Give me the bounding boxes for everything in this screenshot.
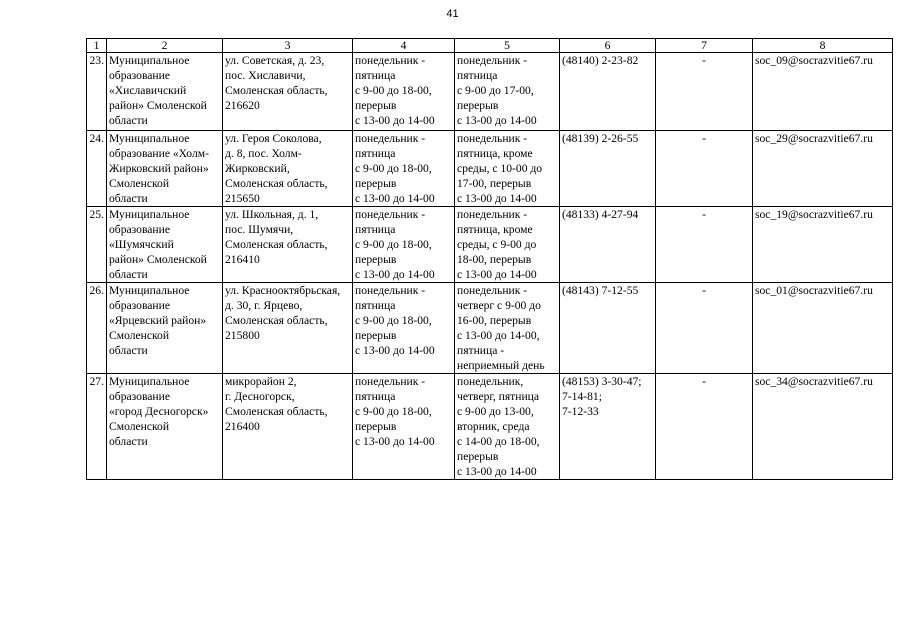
column-header: 1 xyxy=(87,39,107,53)
row-number: 27. xyxy=(87,374,107,480)
table-row xyxy=(87,131,893,207)
reception-hours-cell: понедельник - четверг с 9-00 до 16-00, перерыв с 13-00 до 14-00, пятница - неприемный день xyxy=(455,283,560,374)
row-number: 23. xyxy=(87,53,107,131)
column-header: 5 xyxy=(455,39,560,53)
hours-cell: понедельник - пятница с 9-00 до 18-00, перерыв с 13-00 до 14-00 xyxy=(353,131,455,207)
column-header: 2 xyxy=(107,39,223,53)
address-cell: микрорайон 2, г. Десногорск, Смоленская область, 216400 xyxy=(223,374,353,480)
organization-cell: Муниципальное образование «Ярцевский район» Смоленской области xyxy=(107,283,223,374)
phone-cell: (48139) 2-26-55 xyxy=(560,131,656,207)
column-7-cell: - xyxy=(656,131,753,207)
organization-cell: Муниципальное образование «город Десногорск» Смоленской области xyxy=(107,374,223,480)
address-cell: ул. Школьная, д. 1, пос. Шумячи, Смоленская область, 216410 xyxy=(223,207,353,283)
email-cell: soc_09@socrazvitie67.ru xyxy=(753,53,893,131)
column-7-cell: - xyxy=(656,374,753,480)
column-header: 6 xyxy=(560,39,656,53)
reception-hours-cell: понедельник, четверг, пятница с 9-00 до 13-00, вторник, среда с 14-00 до 18-00, перерыв с 13-00 до 14-00 xyxy=(455,374,560,480)
column-7-cell: - xyxy=(656,53,753,131)
reception-hours-cell: понедельник - пятница, кроме среды, с 10-00 до 17-00, перерыв с 13-00 до 14-00 xyxy=(455,131,560,207)
row-number: 25. xyxy=(87,207,107,283)
column-7-cell: - xyxy=(656,283,753,374)
table-row xyxy=(87,283,893,374)
table-row xyxy=(87,374,893,480)
page-number: 41 xyxy=(446,8,459,20)
column-7-cell: - xyxy=(656,207,753,283)
phone-cell: (48143) 7-12-55 xyxy=(560,283,656,374)
address-cell: ул. Советская, д. 23, пос. Хиславичи, Смоленская область, 216620 xyxy=(223,53,353,131)
row-number: 24. xyxy=(87,131,107,207)
hours-cell: понедельник - пятница с 9-00 до 18-00, перерыв с 13-00 до 14-00 xyxy=(353,283,455,374)
address-cell: ул. Краснооктябрьская, д. 30, г. Ярцево, Смоленская область, 215800 xyxy=(223,283,353,374)
email-cell: soc_01@socrazvitie67.ru xyxy=(753,283,893,374)
organization-cell: Муниципальное образование «Хиславичский район» Смоленской области xyxy=(107,53,223,131)
organization-cell: Муниципальное образование «Шумячский район» Смоленской области xyxy=(107,207,223,283)
table-row xyxy=(87,207,893,283)
column-header: 8 xyxy=(753,39,893,53)
organization-cell: Муниципальное образование «Холм- Жирковский район» Смоленской области xyxy=(107,131,223,207)
reception-hours-cell: понедельник - пятница, кроме среды, с 9-00 до 18-00, перерыв с 13-00 до 14-00 xyxy=(455,207,560,283)
phone-cell: (48140) 2-23-82 xyxy=(560,53,656,131)
phone-cell: (48153) 3-30-47; 7-14-81; 7-12-33 xyxy=(560,374,656,480)
column-header: 7 xyxy=(656,39,753,53)
address-cell: ул. Героя Соколова, д. 8, пос. Холм- Жирковский, Смоленская область, 215650 xyxy=(223,131,353,207)
email-cell: soc_34@socrazvitie67.ru xyxy=(753,374,893,480)
hours-cell: понедельник - пятница с 9-00 до 18-00, перерыв с 13-00 до 14-00 xyxy=(353,53,455,131)
header-row xyxy=(87,39,893,53)
phone-cell: (48133) 4-27-94 xyxy=(560,207,656,283)
reception-hours-cell: понедельник - пятница с 9-00 до 17-00, перерыв с 13-00 до 14-00 xyxy=(455,53,560,131)
hours-cell: понедельник - пятница с 9-00 до 18-00, перерыв с 13-00 до 14-00 xyxy=(353,207,455,283)
email-cell: soc_29@socrazvitie67.ru xyxy=(753,131,893,207)
email-cell: soc_19@socrazvitie67.ru xyxy=(753,207,893,283)
column-header: 3 xyxy=(223,39,353,53)
organizations-table xyxy=(86,38,893,480)
table-row xyxy=(87,53,893,131)
column-header: 4 xyxy=(353,39,455,53)
row-number: 26. xyxy=(87,283,107,374)
hours-cell: понедельник - пятница с 9-00 до 18-00, перерыв с 13-00 до 14-00 xyxy=(353,374,455,480)
